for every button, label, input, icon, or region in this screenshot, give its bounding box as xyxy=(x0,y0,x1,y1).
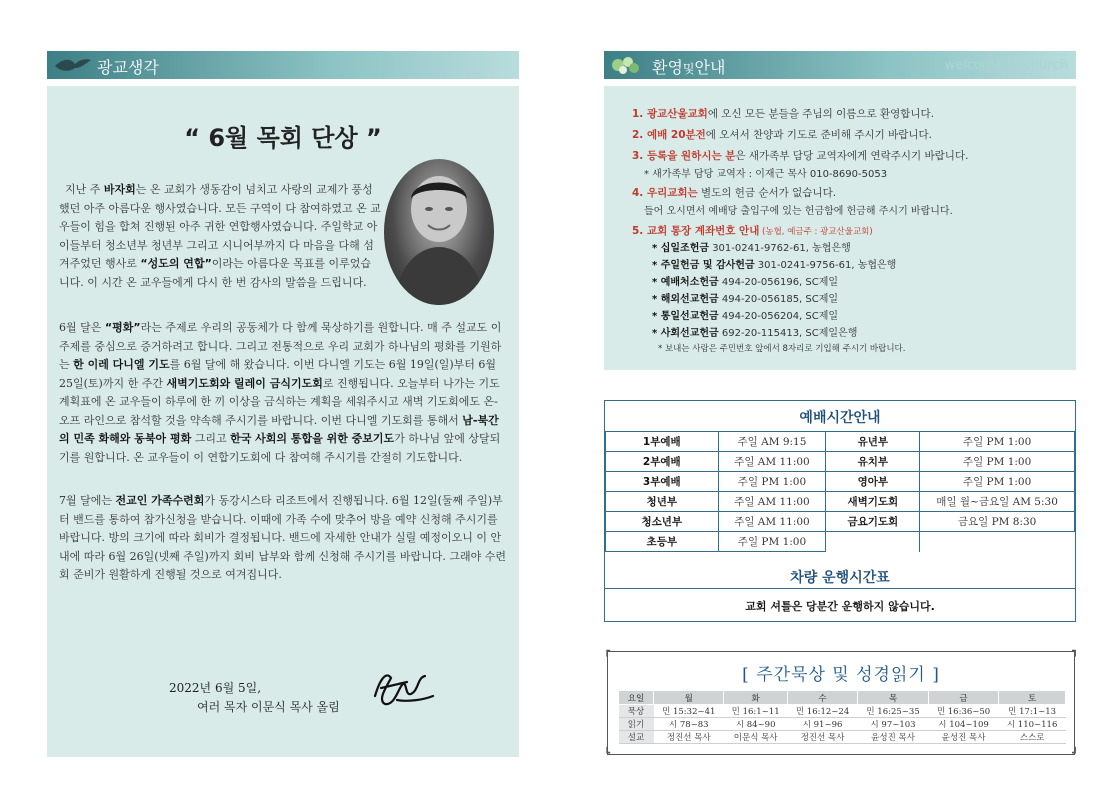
emphasis-text: 새벽기도회와 릴레이 금식기도회 xyxy=(166,376,323,390)
pastor-column-panel xyxy=(47,86,519,757)
service-time: 주일 PM 1:00 xyxy=(718,472,826,492)
corner-ornament-icon: ┛ xyxy=(1071,748,1078,759)
service-name: 유치부 xyxy=(826,452,920,472)
body-text: 그리고 xyxy=(191,432,231,445)
notice-1: 1. 광교산울교회에 오신 모든 분들을 주님의 이름으로 환영합니다. xyxy=(632,108,935,120)
service-time: 주일 AM 9:15 xyxy=(718,432,826,452)
reading-schedule-title: [ 주간묵상 및 성경읽기 ] xyxy=(742,665,940,685)
account-list-item: * 해외선교헌금 494-20-056185, SC제일 xyxy=(652,294,839,305)
body-text: 가 하나님 앞에 상달되기를 원합니다. 온 교우들이 이 연합기도회에 다 참여해 주시기를 간절히 기도합니다. xyxy=(59,432,501,464)
account-note: * 보내는 사람은 주민번호 앞에서 8자리로 기입해 주시기 바랍니다. xyxy=(658,344,906,354)
body-text: 가 동강시스타 리조트에서 진행됩니다. 6월 12일(둘째 주일)부터 밴드를 통하여 참가신청을 받습니다. 이때에 가족 수에 맞추어 방을 예약 신청해 주시기를 바랍니다. 방의 크기에 따라 회비가 결정됩니다. 밴드에 자세한 안내가 실릴 예정이오니 이 안내에 따라 6월 26일(넷째 주일)까지 회비 납부와 함께 신청해 주시기를 바랍니다. 그래야 수련회 준비가 원활하게 진행될 것으로 여겨집니다. xyxy=(59,494,506,581)
column-title: “ 6월 목회 단상 ” xyxy=(184,124,382,152)
notice-5: 5. 교회 통장 계좌번호 안내 (농협, 예금주 : 광교산울교회) xyxy=(632,225,873,237)
bus-schedule-title: 차량 운행시간표 xyxy=(790,570,890,586)
reading-cell: 민 17:1~13 xyxy=(999,705,1066,718)
right-header-title: 환영및안내 xyxy=(652,58,726,77)
reading-cell: 이문식 목사 xyxy=(724,731,787,744)
service-time: 금요일 PM 8:30 xyxy=(920,512,1075,532)
service-name xyxy=(826,532,920,552)
service-name: 초등부 xyxy=(606,532,719,552)
column-paragraph-3 xyxy=(59,492,507,585)
reading-cell: 민 16:1~11 xyxy=(724,705,787,718)
body-text: 지난 주 xyxy=(65,183,104,196)
left-header-title: 광교생각 xyxy=(97,58,159,77)
service-name: 청년부 xyxy=(606,492,719,512)
emphasis-text: 한국 사회의 통합을 위한 중보기도 xyxy=(230,432,395,445)
service-time: 매일 월~금요일 AM 5:30 xyxy=(920,492,1075,512)
service-name: 유년부 xyxy=(826,432,920,452)
worship-row xyxy=(606,532,1075,552)
service-name: 영아부 xyxy=(826,472,920,492)
emphasis-text: “성도의 연합” xyxy=(140,257,212,270)
reading-row xyxy=(619,731,1066,744)
worship-schedule-title: 예배시간안내 xyxy=(799,410,881,426)
body-text: 이라는 아름다운 목표를 이루었습니다. 이 시간 온 교우들에게 다시 한 번 감사의 말씀을 드립니다. xyxy=(59,257,372,289)
body-text: 6월 달은 xyxy=(59,321,105,334)
account-list-item: * 주일헌금 및 감사헌금 301-0241-9756-61, 농협은행 xyxy=(652,260,897,271)
body-text: 를 6월 달에 해 왔습니다. 이번 다니엘 기도는 6월 19일(일)부터 6월 25일(토)까지 한 주간 xyxy=(59,358,497,390)
notice-2: 2. 예배 20분전에 오셔서 찬양과 기도로 준비해 주시기 바랍니다. xyxy=(632,129,933,141)
body-text: 7월 달에는 xyxy=(59,494,116,507)
reading-cell: 윤성진 목사 xyxy=(858,731,928,744)
service-name: 새벽기도회 xyxy=(826,492,920,512)
worship-schedule-table xyxy=(605,431,1075,552)
account-list-item: * 십일조헌금 301-0241-9762-61, 농협은행 xyxy=(652,243,851,254)
bus-divider xyxy=(605,588,1075,589)
corner-ornament-icon: ┓ xyxy=(1071,646,1078,657)
notice-3-sub: * 새가족부 담당 교역자 : 이재근 목사 010-8690-5053 xyxy=(644,169,888,180)
service-time: 주일 PM 1:00 xyxy=(920,432,1075,452)
service-name: 1부예배 xyxy=(606,432,719,452)
reading-row xyxy=(619,718,1066,731)
emphasis-text: “평화” xyxy=(104,321,141,334)
signature-date: 2022년 6월 5일, xyxy=(169,681,262,695)
account-list-item: * 통일선교헌금 494-20-056204, SC제일 xyxy=(652,311,839,322)
account-list-item: * 사회선교헌금 692-20-115413, SC제일은행 xyxy=(652,328,858,339)
reading-row-label: 읽기 xyxy=(619,718,654,731)
right-header-subtitle: welcome to church xyxy=(944,58,1068,73)
reading-header-cell: 월 xyxy=(654,691,724,705)
worship-row xyxy=(606,432,1075,452)
service-time: 주일 AM 11:00 xyxy=(718,512,826,532)
worship-row xyxy=(606,512,1075,532)
column-paragraph-1 xyxy=(59,181,381,292)
emphasis-text: 바자회 xyxy=(103,183,136,196)
body-text: 는 온 교회가 생동감이 넘치고 사랑의 교제가 풍성했던 아주 아름다운 행사였습니다. 모든 구역이 다 참여하였고 온 교우들이 힘을 합쳐 진행된 아주 귀한 연합행사였습니다. 주일학교 아이들부터 청소년부 청년부 그리고 시니어부까지 다 마음을 다해 섬겨주었던 행사로 xyxy=(59,183,381,270)
reading-row-label: 묵상 xyxy=(619,705,654,718)
reading-schedule-table xyxy=(618,690,1066,744)
reading-cell: 시 97~103 xyxy=(858,718,928,731)
service-time xyxy=(920,532,1075,552)
reading-header-cell: 화 xyxy=(724,691,787,705)
notice-3: 3. 등록을 원하시는 분은 새가족부 담당 교역자에게 연락주시기 바랍니다. xyxy=(632,150,969,162)
service-name: 3부예배 xyxy=(606,472,719,492)
account-list-item: * 예배처소헌금 494-20-056196, SC제일 xyxy=(652,277,839,288)
flower-icon xyxy=(608,53,644,77)
reading-cell: 민 16:12~24 xyxy=(787,705,857,718)
service-time: 주일 AM 11:00 xyxy=(718,492,826,512)
notice-4-sub: 들어 오시면서 예배당 출입구에 있는 헌금함에 헌금해 주시기 바랍니다. xyxy=(644,206,953,217)
handwritten-signature xyxy=(367,666,437,710)
reading-cell: 민 16:36~50 xyxy=(928,705,998,718)
welcome-notice-panel xyxy=(604,86,1076,370)
reading-cell: 시 91~96 xyxy=(787,718,857,731)
service-time: 주일 PM 1:00 xyxy=(718,532,826,552)
service-time: 주일 PM 1:00 xyxy=(920,472,1075,492)
reading-row-label: 설교 xyxy=(619,731,654,744)
service-name: 2부예배 xyxy=(606,452,719,472)
worship-schedule-box xyxy=(604,400,1076,622)
reading-header-cell: 요일 xyxy=(619,691,654,705)
reading-cell: 시 110~116 xyxy=(999,718,1066,731)
reading-cell: 민 16:25~35 xyxy=(858,705,928,718)
left-header-bar xyxy=(47,51,519,79)
reading-row xyxy=(619,705,1066,718)
reading-cell: 민 15:32~41 xyxy=(654,705,724,718)
reading-schedule-box xyxy=(604,646,1078,759)
reading-header-cell: 토 xyxy=(999,691,1066,705)
reading-cell: 시 104~109 xyxy=(928,718,998,731)
column-paragraph-2 xyxy=(59,319,507,467)
signature-name: 여러 목자 이문식 목사 올림 xyxy=(197,700,340,714)
worship-row xyxy=(606,452,1075,472)
service-name: 청소년부 xyxy=(606,512,719,532)
reading-cell: 스스로 xyxy=(999,731,1066,744)
worship-row xyxy=(606,492,1075,512)
body-text: 로 진행됩니다. 오늘부터 나가는 기도 계획표에 온 교우들이 하루에 한 끼 이상을 금식하는 계획을 세워주시고 새벽 기도회에도 온-오프 라인으로 참석할 것을 약속해 주시기를 바랍니다. 이번 다니엘 기도회를 통해서 xyxy=(59,376,500,427)
corner-ornament-icon: ┏ xyxy=(604,646,611,657)
right-header-bar xyxy=(604,51,1076,79)
reading-cell: 시 84~90 xyxy=(724,718,787,731)
emphasis-text: 전교인 가족수련회 xyxy=(115,494,205,507)
reading-header-cell: 목 xyxy=(858,691,928,705)
reading-header-cell: 금 xyxy=(928,691,998,705)
reading-header-cell: 수 xyxy=(787,691,857,705)
pastor-portrait xyxy=(384,159,494,305)
bus-schedule-text: 교회 셔틀은 당분간 운행하지 않습니다. xyxy=(745,600,935,613)
reading-cell: 정진선 목사 xyxy=(787,731,857,744)
reading-cell: 시 78~83 xyxy=(654,718,724,731)
service-time: 주일 AM 11:00 xyxy=(718,452,826,472)
corner-ornament-icon: ┗ xyxy=(604,748,611,759)
emphasis-text: 남-북간의 민족 화해와 동북아 평화 xyxy=(59,413,499,445)
reading-cell: 윤성진 목사 xyxy=(928,731,998,744)
emphasis-text: 한 이레 다니엘 기도 xyxy=(73,358,170,371)
bird-icon xyxy=(53,54,93,76)
service-name: 금요기도회 xyxy=(826,512,920,532)
reading-cell: 정진선 목사 xyxy=(654,731,724,744)
body-text: 라는 주제로 우리의 공동체가 다 함께 묵상하기를 원합니다. 매 주 설교도 이 주제를 중심으로 증거하려고 합니다. 그리고 전통적으로 우리 교회가 하나님의 평화를 기원하는 xyxy=(59,321,502,371)
service-time: 주일 PM 1:00 xyxy=(920,452,1075,472)
notice-4: 4. 우리교회는 별도의 헌금 순서가 없습니다. xyxy=(632,187,837,199)
worship-row xyxy=(606,472,1075,492)
